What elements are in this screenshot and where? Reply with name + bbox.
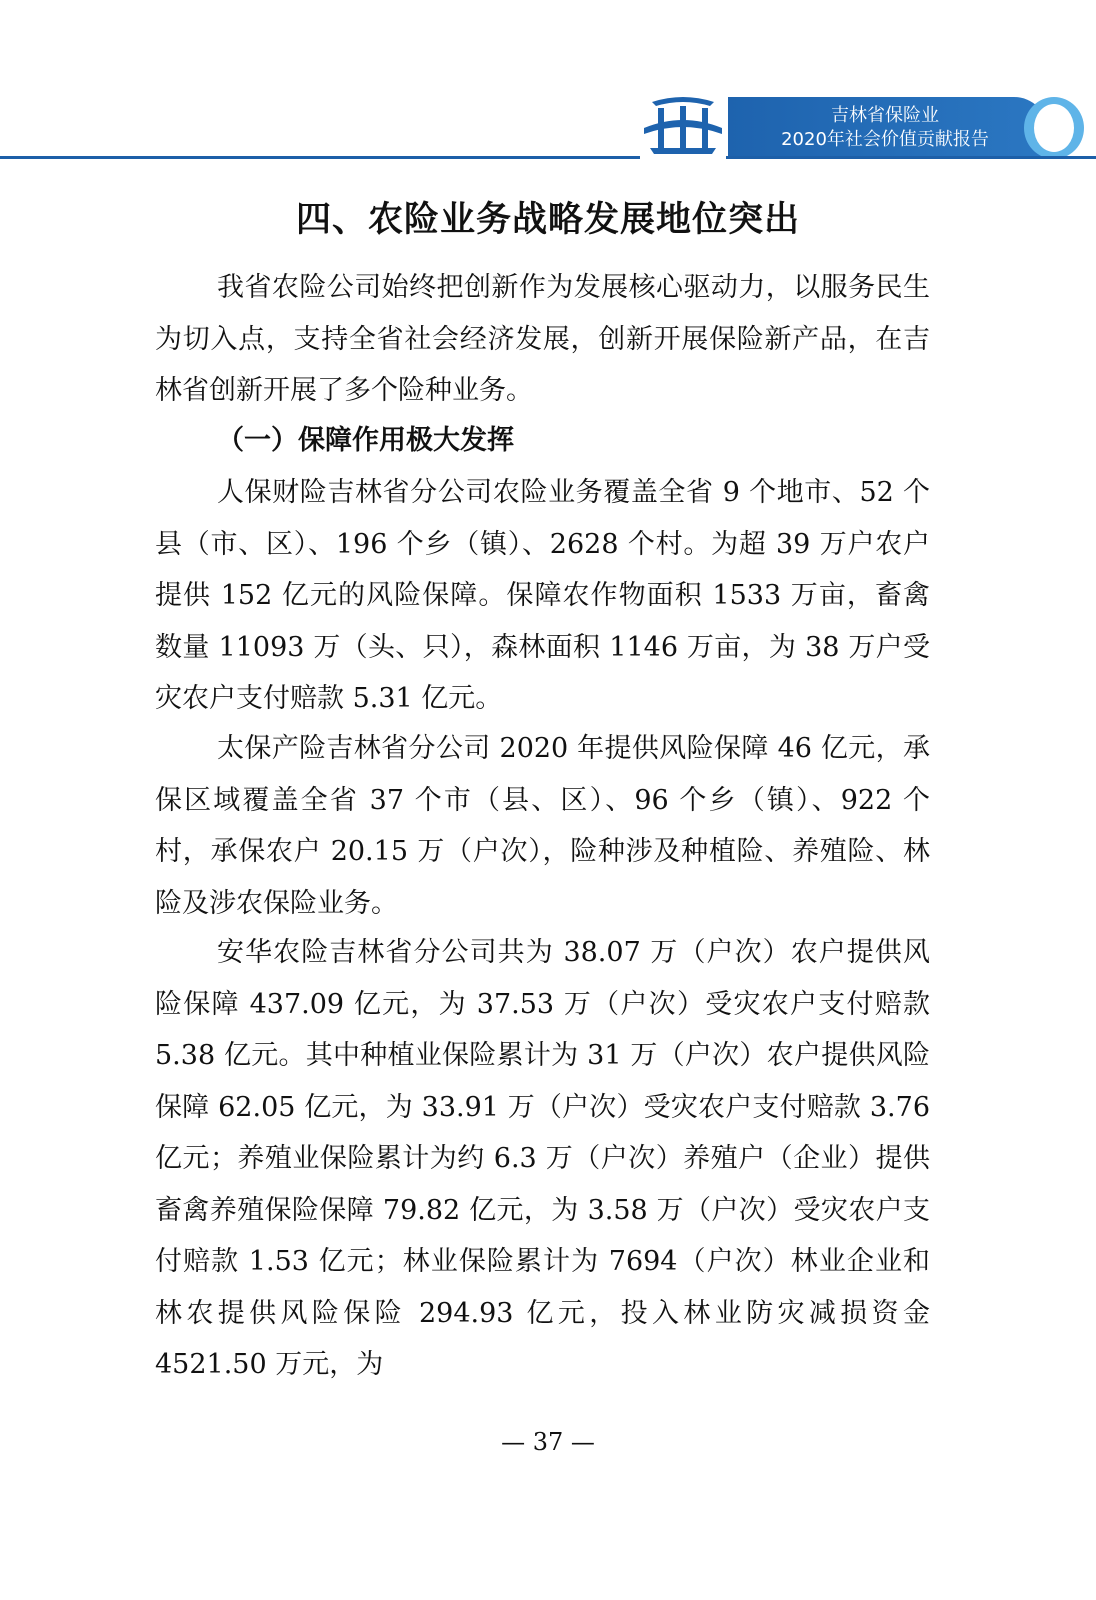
subheading: （一）保障作用极大发挥 bbox=[217, 425, 514, 456]
header-line-2: 2020年社会价值贡献报告 bbox=[781, 129, 989, 150]
intro-paragraph: 我省农险公司始终把创新作为发展核心驱动力，以服务民生为切入点，支持全省社会经济发展，创新开展保险新产品，在吉林省创新开展了多个险种业务。 bbox=[155, 272, 930, 406]
header-line-1: 吉林省保险业 bbox=[831, 105, 939, 126]
report-header-title bbox=[760, 104, 1010, 152]
paragraph-cpic: 太保产险吉林省分公司 2020 年提供风险保障 46 亿元，承保区域覆盖全省 37 个市（县、区）、96 个乡（镇）、922 个村，承保农户 20.15 万（户次），险种涉及种植险、养殖险、林险及涉农保险业务。 bbox=[155, 733, 930, 919]
header-cap-inner bbox=[1034, 104, 1074, 152]
paragraph-picc: 人保财险吉林省分公司农险业务覆盖全省 9 个地市、52 个县（市、区）、196 个乡（镇）、2628 个村。为超 39 万户农户提供 152 亿元的风险保障。保障农作物面积 1533 万亩，畜禽数量 11093 万（头、只），森林面积 1146 万亩，为 38 万户受灾农户支付赔款 5.31 亿元。 bbox=[155, 477, 930, 714]
insurance-association-logo bbox=[640, 88, 726, 160]
page-number: — 37 — bbox=[501, 1428, 595, 1456]
section-title: 四、农险业务战略发展地位突出 bbox=[295, 199, 800, 240]
paragraph-anhua: 安华农险吉林省分公司共为 38.07 万（户次）农户提供风险保障 437.09 亿元，为 37.53 万（户次）受灾农户支付赔款 5.38 亿元。其中种植业保险累计为 31 万（户次）农户提供风险保障 62.05 亿元，为 33.91 万（户次）受灾农户支付赔款 3.76 亿元；养殖业保险累计为约 6.3 万（户次）养殖户（企业）提供畜禽养殖保险保障 79.82 亿元，为 3.58 万（户次）受灾农户支付赔款 1.53 亿元；林业保险累计为 7694（户次）林业企业和林农提供风险保险 294.93 亿元，投入林业防灾减损资金 4521.50 万元，为 bbox=[155, 937, 930, 1380]
header-rule bbox=[0, 156, 1096, 159]
